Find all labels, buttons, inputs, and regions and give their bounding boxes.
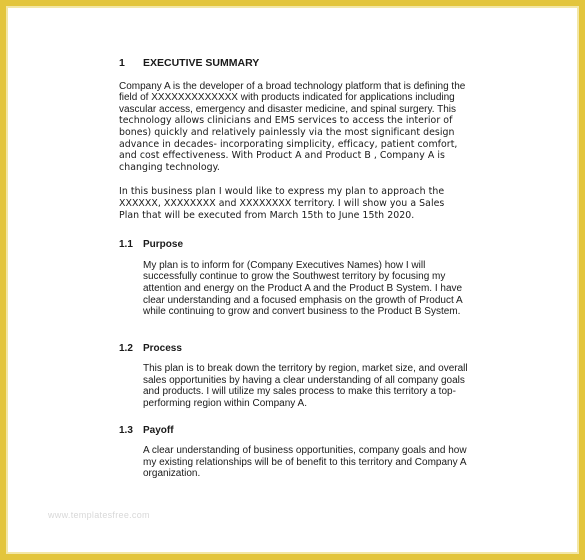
payoff-heading [119,425,479,437]
intro-line: vascular access, emergency and disaster medicine, and spinal surgery. This [119,103,457,115]
purpose-line: successfully continue to grow the Southwest territory by focusing my [143,271,446,283]
intro-line: Company A is the developer of a broad technology platform that is defining the [119,80,466,92]
process-line: and products. I will utilize my sales process to make this territory a top- [143,386,456,398]
plan-line: Plan that will be executed from March 15th to June 15th 2020. [119,209,415,221]
section-number: 1 [119,57,125,69]
intro-line: advance in decades- incorporating simplicity, efficacy, patient comfort, [119,138,458,150]
payoff-title: Payoff [143,424,174,436]
purpose-title: Purpose [143,239,184,251]
payoff-line: A clear understanding of business opportunities, company goals and how [143,445,467,457]
purpose-number: 1.1 [119,239,133,251]
intro-line: and cost effectiveness. With Product A and Product B , Company A is [119,150,445,162]
spacer [119,70,479,81]
intro-line: technology allows clinicians and EMS services to access the interior of [119,115,453,127]
document-page [119,58,479,480]
payoff-line: organization. [143,468,201,480]
intro-line: field of XXXXXXXXXXXXX with products indicated for applications including [119,92,455,104]
section-heading [119,58,479,70]
process-paragraph [143,363,479,409]
intro-line: bones) quickly and relatively painlessly via the most significant design [119,126,455,138]
spacer [119,251,479,260]
spacer [119,354,479,363]
process-line: sales opportunities by having a clear understanding of all company goals [143,374,465,386]
process-number: 1.2 [119,342,133,354]
purpose-line: attention and energy on the Product A and the Product B System. I have [143,282,463,294]
purpose-paragraph [143,260,479,318]
process-line: This plan is to break down the territory by region, market size, and overall [143,363,468,375]
spacer [119,173,479,186]
plan-line: In this business plan I would like to express my plan to approach the [119,186,445,198]
purpose-heading [119,239,479,251]
process-title: Process [143,342,182,354]
spacer [119,410,479,425]
watermark-text: www.templatesfree.com [48,510,150,520]
plan-line: XXXXXX, XXXXXXXX and XXXXXXXX territory. I will show you a Sales [119,197,445,209]
purpose-line: while continuing to grow and convert business to the Product B System. [143,306,461,318]
process-line: performing region within Company A. [143,398,307,410]
intro-line: changing technology. [119,161,220,173]
section-title: EXECUTIVE SUMMARY [143,57,260,69]
spacer [119,318,479,343]
purpose-line: clear understanding and a focused emphasis on the growth of Product A [143,294,463,306]
process-heading [119,343,479,355]
payoff-line: my existing relationships will be of benefit to this territory and Company A [143,456,467,468]
plan-paragraph [119,186,479,221]
payoff-paragraph [143,445,479,480]
spacer [119,221,479,239]
spacer [119,436,479,445]
intro-paragraph [119,81,479,174]
payoff-number: 1.3 [119,424,133,436]
purpose-line: My plan is to inform for (Company Executives Names) how I will [143,259,426,271]
